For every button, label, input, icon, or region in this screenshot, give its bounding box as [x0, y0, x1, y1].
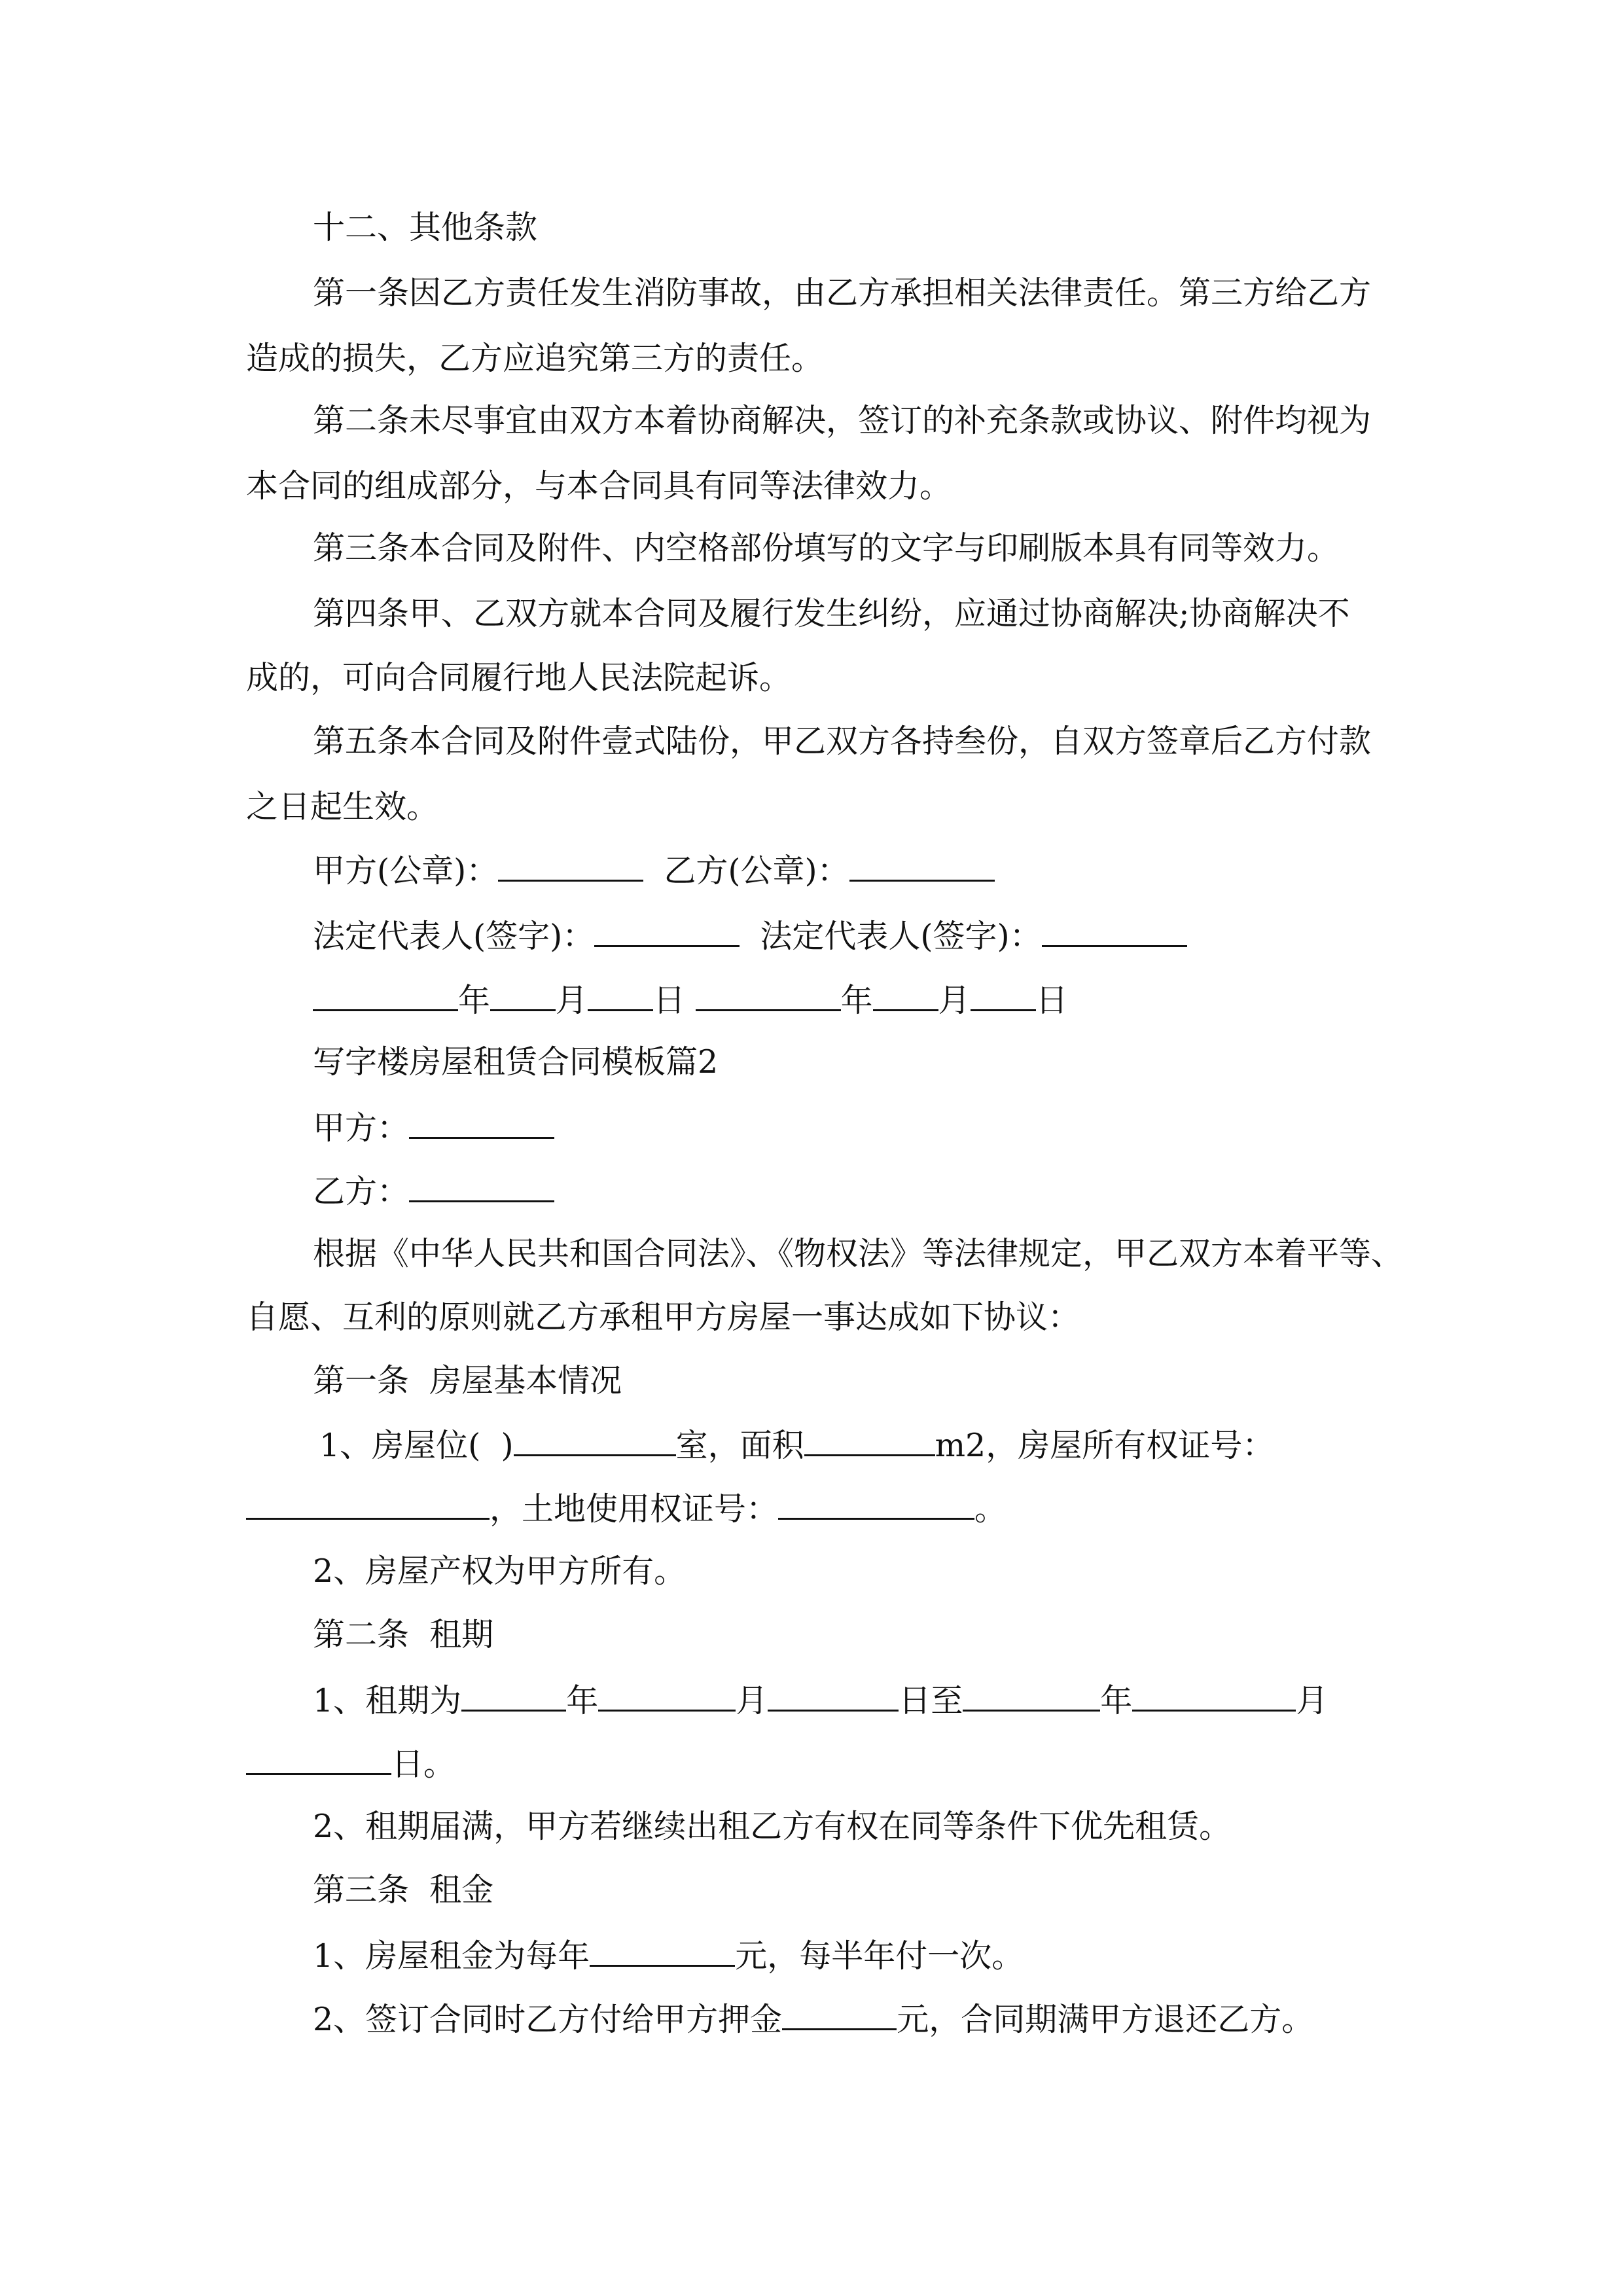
deposit-blank[interactable]	[782, 1998, 897, 2030]
article-2-item-1-line-1: 1、租期为 年 月 日至 年 月	[0, 1679, 1623, 1719]
seal-line: 甲方(公章)： 乙方(公章)：	[0, 850, 1623, 889]
date-line: 年 月 日 年 月 日	[0, 979, 1623, 1018]
template-title: 写字楼房屋租赁合同模板篇2	[313, 1043, 719, 1081]
clause-2-line-1: 第二条未尽事宜由双方本着协商解决，签订的补充条款或协议、附件均视为	[313, 402, 1372, 439]
clause-5-line-1: 第五条本合同及附件壹式陆份，甲乙双方各持叁份，自双方签章后乙方付款	[313, 723, 1372, 760]
end-day-blank[interactable]	[246, 1743, 391, 1775]
section-heading: 十二、其他条款	[313, 209, 538, 246]
date-a-day-blank[interactable]	[588, 979, 653, 1011]
room-number-blank[interactable]	[514, 1424, 676, 1456]
article-1-item-1-line-2: ，土地使用权证号： 。	[0, 1488, 1623, 1527]
party-b-seal-blank[interactable]	[849, 850, 995, 882]
legal-rep-a-blank[interactable]	[594, 915, 740, 947]
article-2-item-2: 2、租期届满，甲方若继续出租乙方有权在同等条件下优先租赁。	[313, 1808, 1232, 1845]
clause-4-line-2: 成的，可向合同履行地人民法院起诉。	[246, 659, 792, 696]
end-year-blank[interactable]	[963, 1679, 1100, 1712]
party-a-blank[interactable]	[409, 1107, 554, 1139]
clause-5-line-2: 之日起生效。	[246, 788, 439, 825]
article-1-title: 第一条 房屋基本情况	[313, 1362, 622, 1399]
clause-1-line-1: 第一条因乙方责任发生消防事故，由乙方承担相关法律责任。第三方给乙方	[313, 274, 1372, 312]
date-b-day-blank[interactable]	[971, 979, 1036, 1011]
party-a-seal-blank[interactable]	[498, 850, 643, 882]
start-month-blank[interactable]	[598, 1679, 736, 1712]
date-b-year-blank[interactable]	[696, 979, 841, 1011]
intro-line-2: 自愿、互利的原则就乙方承租甲方房屋一事达成如下协议：	[246, 1299, 1080, 1336]
annual-rent-blank[interactable]	[590, 1935, 735, 1967]
article-2-item-1-line-2: 日。	[0, 1743, 1623, 1782]
date-b-month-blank[interactable]	[873, 979, 938, 1011]
article-2-title: 第二条 租期	[313, 1616, 494, 1653]
land-cert-blank[interactable]	[778, 1488, 974, 1520]
start-year-blank[interactable]	[461, 1679, 566, 1712]
party-b-blank[interactable]	[409, 1170, 554, 1202]
party-a-line: 甲方：	[0, 1107, 1623, 1146]
article-3-item-1: 1、房屋租金为每年 元，每半年付一次。	[0, 1935, 1623, 1974]
area-blank[interactable]	[804, 1424, 935, 1456]
clause-2-line-2: 本合同的组成部分，与本合同具有同等法律效力。	[246, 467, 952, 505]
intro-line-1: 根据《中华人民共和国合同法》、《物权法》等法律规定，甲乙双方本着平等、	[313, 1235, 1404, 1272]
legal-rep-b-blank[interactable]	[1042, 915, 1187, 947]
clause-4-line-1: 第四条甲、乙双方就本合同及履行发生纠纷，应通过协商解决;协商解决不	[313, 595, 1350, 632]
legal-rep-line: 法定代表人(签字)： 法定代表人(签字)：	[0, 915, 1623, 954]
party-b-line: 乙方：	[0, 1170, 1623, 1210]
date-a-month-blank[interactable]	[490, 979, 556, 1011]
end-month-blank[interactable]	[1132, 1679, 1296, 1712]
article-1-item-2: 2、房屋产权为甲方所有。	[313, 1552, 687, 1590]
ownership-cert-blank[interactable]	[246, 1488, 490, 1520]
clause-3: 第三条本合同及附件、内空格部份填写的文字与印刷版本具有同等效力。	[313, 529, 1340, 567]
clause-1-line-2: 造成的损失，乙方应追究第三方的责任。	[246, 340, 824, 377]
start-day-blank[interactable]	[768, 1679, 899, 1712]
article-1-item-1-line-1: 1、房屋位( ) 室，面积 m2，房屋所有权证号：	[0, 1424, 1623, 1463]
article-3-title: 第三条 租金	[313, 1871, 494, 1909]
date-a-year-blank[interactable]	[313, 979, 458, 1011]
article-3-item-2: 2、签订合同时乙方付给甲方押金 元，合同期满甲方退还乙方。	[0, 1998, 1623, 2037]
